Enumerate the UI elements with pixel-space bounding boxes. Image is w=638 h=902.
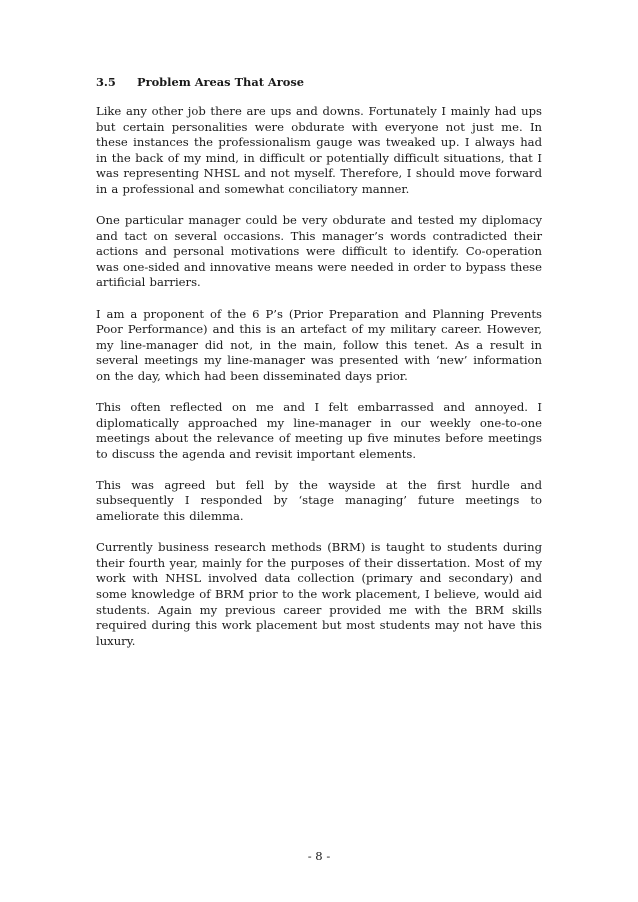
page-content (96, 74, 542, 665)
paragraph-5: This was agreed but fell by the wayside at the first hurdle and subsequently I responded by ‘stage managing’ future meetings to ameliorate this dilemma. (96, 477, 542, 524)
section-number: 3.5 (96, 75, 116, 89)
section-title: Problem Areas That Arose (137, 75, 305, 89)
paragraph-1: Like any other job there are ups and downs. Fortunately I mainly had ups but certain personalities were obdurate with everyone not just me. In these instances the professionalism gauge was tweaked up. I always had in the back of my mind, in difficult or potentially difficult situations, that I was representing NHSL and not myself. Therefore, I should move forward in a professional and somewhat conciliatory manner. (96, 104, 542, 196)
paragraph-2: One particular manager could be very obdurate and tested my diplomacy and tact on several occasions. This manager’s words contradicted their actions and personal motivations were difficult to identify. Co-operation was one-sided and innovative means were needed in order to bypass these artificial barriers. (96, 213, 542, 290)
paragraph-4: This often reflected on me and I felt embarrassed and annoyed. I diplomatically approached my line-manager in our weekly one-to-one meetings about the relevance of meeting up five minutes before meetings to discuss the agenda and revisit important elements. (96, 400, 542, 461)
paragraph-3: I am a proponent of the 6 P’s (Prior Preparation and Planning Prevents Poor Performance) and this is an artefact of my military career. However, my line-manager did not, in the main, follow this tenet. As a result in several meetings my line-manager was presented with ‘new’ information on the day, which had been disseminated days prior. (96, 306, 542, 383)
section-heading (96, 74, 542, 90)
paragraph-6: Currently business research methods (BRM) is taught to students during their fourth year, mainly for the purposes of their dissertation. Most of my work with NHSL involved data collection (primary and secondary) and some knowledge of BRM prior to the work placement, I believe, would aid students. Again my previous career provided me with the BRM skills required during this work placement but most students may not have this luxury. (96, 540, 542, 648)
page-number: - 8 - (307, 849, 331, 863)
